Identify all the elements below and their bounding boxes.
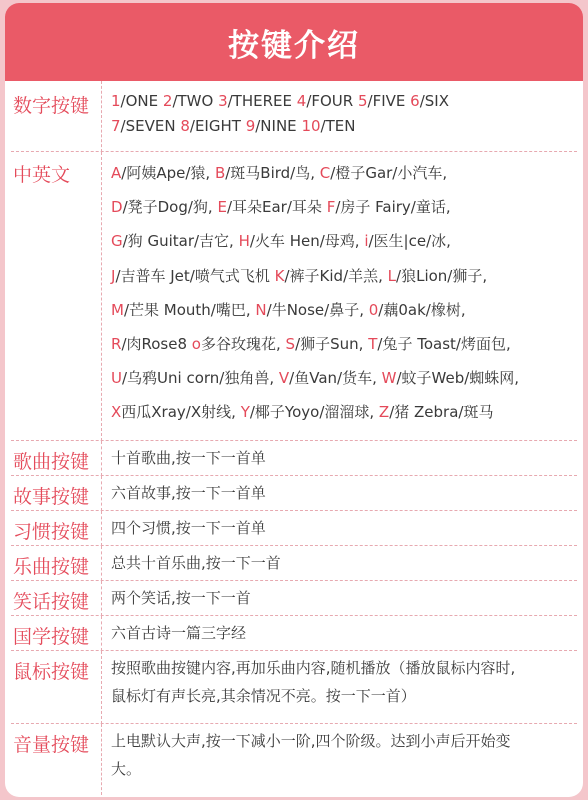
key-letter: B bbox=[214, 164, 226, 182]
key-word: /火车 Hen/母鸡, bbox=[249, 232, 360, 251]
key-word: /鱼Van/货车, bbox=[289, 369, 377, 388]
row-content bbox=[102, 651, 583, 724]
key-number: 1 bbox=[111, 92, 121, 110]
key-word: /吉普车 Jet/喷气式飞机 bbox=[115, 266, 270, 285]
key-letter: M bbox=[111, 300, 124, 319]
key-word: /耳朵Ear/耳朵 bbox=[226, 198, 322, 217]
row-content bbox=[102, 546, 583, 581]
row-label: 国学按键 bbox=[5, 616, 102, 651]
row-text: 六首故事,按一下一首单 bbox=[111, 484, 266, 502]
key-word: /芒果 Mouth/嘴巴, bbox=[123, 300, 251, 319]
key-word: /裤子Kid/羊羔, bbox=[284, 266, 383, 285]
key-word: /SEVEN bbox=[120, 117, 176, 135]
key-word: /NINE bbox=[255, 117, 297, 135]
key-letter: R bbox=[111, 334, 122, 353]
key-word: /TWO bbox=[172, 92, 214, 110]
key-row bbox=[5, 581, 583, 616]
key-word: /牛Nose/鼻子, bbox=[266, 300, 364, 319]
row-label: 鼠标按键 bbox=[5, 651, 102, 724]
key-number: 2 bbox=[162, 92, 173, 110]
key-row bbox=[5, 546, 583, 581]
page-title: 按键介绍 bbox=[5, 3, 583, 81]
number-line bbox=[111, 92, 573, 117]
key-word: /SIX bbox=[419, 92, 449, 110]
key-letter: V bbox=[278, 369, 290, 388]
row-text: 总共十首乐曲,按一下一首 bbox=[111, 554, 281, 572]
row-content bbox=[102, 441, 583, 476]
key-number: 5 bbox=[357, 92, 368, 110]
letter-line bbox=[111, 299, 573, 333]
key-letter: Y bbox=[240, 403, 250, 422]
row-text: 两个笑话,按一下一首 bbox=[111, 589, 251, 607]
key-number: 3 bbox=[218, 92, 228, 110]
key-letter: F bbox=[326, 198, 336, 217]
row-text: 六首古诗一篇三字经 bbox=[111, 624, 247, 642]
key-word: /THEREE bbox=[227, 92, 292, 110]
key-letter: N bbox=[255, 300, 267, 319]
key-word: 西瓜Xray/X射线, bbox=[121, 403, 236, 422]
row-text: 四个习惯,按一下一首单 bbox=[111, 519, 266, 537]
key-intro-card bbox=[5, 3, 583, 797]
key-number: 4 bbox=[296, 92, 307, 110]
letter-line bbox=[111, 196, 573, 230]
key-word: /兔子 Toast/烤面包, bbox=[377, 334, 511, 353]
key-word: /猪 Zebra/斑马 bbox=[389, 403, 494, 422]
key-letter: U bbox=[111, 369, 122, 388]
key-number: 10 bbox=[301, 117, 321, 135]
key-word: /房子 Fairy/童话, bbox=[335, 198, 451, 217]
number-line bbox=[111, 117, 573, 142]
key-letter: 0 bbox=[368, 300, 379, 319]
key-row bbox=[5, 511, 583, 546]
key-word: /藕0ak/橡树, bbox=[378, 300, 466, 319]
key-letter: X bbox=[111, 403, 122, 422]
key-letter: D bbox=[111, 198, 123, 217]
key-word: /蚊子Web/蜘蛛网, bbox=[396, 369, 520, 388]
row-label: 笑话按键 bbox=[5, 581, 102, 616]
letter-line bbox=[111, 367, 573, 401]
row-content bbox=[102, 616, 583, 651]
key-row bbox=[5, 616, 583, 651]
letter-line bbox=[111, 230, 573, 264]
row-label: 故事按键 bbox=[5, 476, 102, 511]
key-letter: o bbox=[191, 334, 201, 353]
row-content bbox=[102, 476, 583, 511]
key-number: 6 bbox=[410, 92, 420, 110]
key-letter: K bbox=[274, 266, 285, 285]
key-number: 7 bbox=[111, 117, 121, 135]
row-label: 习惯按键 bbox=[5, 511, 102, 546]
key-word: /EIGHT bbox=[189, 117, 241, 135]
key-number: 9 bbox=[245, 117, 256, 135]
key-row bbox=[5, 476, 583, 511]
row-text: 十首歌曲,按一下一首单 bbox=[111, 449, 266, 467]
key-letter: J bbox=[111, 266, 116, 285]
key-letter: H bbox=[238, 232, 250, 251]
row-label: 数字按键 bbox=[5, 81, 102, 152]
key-word: /医生|ce/冰, bbox=[368, 232, 451, 251]
key-row bbox=[5, 651, 583, 724]
key-word: /FOUR bbox=[306, 92, 354, 110]
number-keys-row bbox=[5, 81, 583, 152]
row-label: 音量按键 bbox=[5, 724, 102, 795]
row-label: 歌曲按键 bbox=[5, 441, 102, 476]
key-word: /阿姨Ape/猿, bbox=[121, 164, 211, 182]
key-letter: i bbox=[364, 232, 369, 251]
key-word: /FIVE bbox=[367, 92, 406, 110]
key-row bbox=[5, 724, 583, 795]
row-content bbox=[102, 724, 583, 795]
key-word: /狗 Guitar/吉它, bbox=[122, 232, 234, 251]
key-word: /乌鸦Uni corn/独角兽, bbox=[121, 369, 275, 388]
key-word: /TEN bbox=[320, 117, 356, 135]
key-letter: T bbox=[368, 334, 378, 353]
row-text: 大。 bbox=[111, 760, 142, 778]
key-letter: A bbox=[111, 164, 122, 182]
key-letter: W bbox=[381, 369, 397, 388]
key-number: 8 bbox=[180, 117, 190, 135]
row-content bbox=[102, 152, 583, 441]
key-letter: S bbox=[285, 334, 296, 353]
key-word: /橙子Gar/小汽车, bbox=[330, 164, 448, 182]
key-letter: E bbox=[217, 198, 227, 217]
key-word: /ONE bbox=[120, 92, 159, 110]
key-word: /椰子Yoyo/溜溜球, bbox=[249, 403, 375, 422]
key-letter: C bbox=[319, 164, 331, 182]
row-content bbox=[102, 511, 583, 546]
key-word: /凳子Dog/狗, bbox=[122, 198, 213, 217]
key-letter: Z bbox=[378, 403, 390, 422]
letter-line bbox=[111, 401, 573, 435]
key-word: /狮子Sun, bbox=[295, 334, 364, 353]
row-text: 鼠标灯有声长亮,其余情况不亮。按一下一首） bbox=[111, 687, 416, 705]
row-label: 中英文 bbox=[5, 152, 102, 441]
key-letter: L bbox=[387, 266, 397, 285]
letter-line bbox=[111, 333, 573, 367]
letter-line bbox=[111, 265, 573, 299]
row-text: 按照歌曲按键内容,再加乐曲内容,随机播放（播放鼠标内容时, bbox=[111, 659, 516, 677]
key-word: 多谷玫瑰花, bbox=[200, 334, 281, 353]
row-label: 乐曲按键 bbox=[5, 546, 102, 581]
key-letter: G bbox=[111, 232, 123, 251]
letter-keys-row bbox=[5, 152, 583, 441]
key-row bbox=[5, 441, 583, 476]
key-word: /肉Rose8 bbox=[121, 334, 188, 353]
row-content bbox=[102, 81, 583, 152]
row-content bbox=[102, 581, 583, 616]
letter-line bbox=[111, 162, 573, 196]
key-word: /狼Lion/狮子, bbox=[396, 266, 488, 285]
row-text: 上电默认大声,按一下减小一阶,四个阶级。达到小声后开始变 bbox=[111, 732, 511, 750]
key-word: /斑马Bird/鸟, bbox=[225, 164, 315, 182]
